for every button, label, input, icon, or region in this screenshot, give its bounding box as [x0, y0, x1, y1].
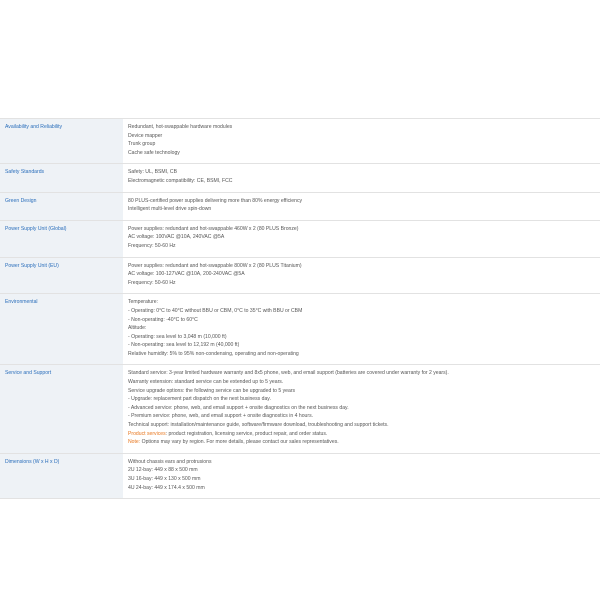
spec-label: Power Supply Unit (Global) — [0, 220, 123, 257]
spec-line: - Upgrade: replacement part dispatch on the next business day. — [128, 396, 271, 403]
spec-row-safety — [0, 164, 600, 192]
spec-line: Standard service: 3-year limited hardware warranty and 8x5 phone, web, and email support (batteries are covered under warranty for 2 years). — [128, 370, 449, 377]
spec-value — [123, 294, 600, 365]
spec-line: - Operating: 0°C to 40°C without BBU or CBM, 0°C to 35°C with BBU or CBM — [128, 307, 303, 314]
note-label: Note: — [128, 439, 141, 446]
spec-line: 4U 24-bay: 449 x 174.4 x 500 mm — [128, 484, 205, 491]
product-services-line — [128, 430, 596, 439]
spec-line: Power supplies: redundant and hot-swappable 800W x 2 (80 PLUS Titanium) — [128, 262, 302, 269]
spec-line: - Non-operating: -40°C to 60°C — [128, 316, 198, 323]
spec-value — [123, 220, 600, 257]
spec-line: Electromagnetic compatibility: CE, BSMI, FCC — [128, 177, 233, 184]
spec-row-availability — [0, 119, 600, 164]
spec-row-environmental — [0, 294, 600, 365]
note-line — [128, 438, 596, 447]
spec-value — [123, 365, 600, 453]
spec-row-green-design — [0, 192, 600, 220]
spec-line: Relative humidity: 5% to 95% non-condensing, operating and non-operating — [128, 350, 299, 357]
spec-label: Dimensions (W x H x D) — [0, 453, 123, 498]
spec-value — [123, 453, 600, 498]
product-services-text: : product registration, licensing service, product repair, and order status. — [165, 430, 328, 437]
spec-row-service-support — [0, 365, 600, 453]
spec-line: Device mapper — [128, 132, 163, 139]
spec-line: - Non-operating: sea level to 12,192 m (40,000 ft) — [128, 342, 240, 349]
spec-value — [123, 192, 600, 220]
spec-label: Green Design — [0, 192, 123, 220]
spec-line: - Operating: sea level to 3,048 m (10,000 ft) — [128, 333, 227, 340]
spec-row-psu-eu — [0, 257, 600, 294]
spec-row-psu-global — [0, 220, 600, 257]
spec-line: 80 PLUS-certified power supplies delivering more than 80% energy efficiency — [128, 197, 303, 204]
spec-line: 2U 12-bay: 449 x 88 x 500 mm — [128, 467, 198, 474]
spec-label: Power Supply Unit (EU) — [0, 257, 123, 294]
spec-line: Redundant, hot-swappable hardware modules — [128, 124, 233, 130]
spec-value — [123, 119, 600, 164]
spec-line: AC voltage: 100-127VAC @10A, 200-240VAC @5A — [128, 271, 245, 278]
spec-line: Cache safe technology — [128, 149, 180, 156]
spec-line: Intelligent multi-level drive spin-down — [128, 206, 212, 213]
spec-line: Service upgrade options: the following service can be upgraded to 5 years — [128, 387, 296, 394]
note-text: Options may vary by region. For more details, please contact our sales representatives. — [140, 439, 339, 446]
spec-line: Safety: UL, BSMI, CB — [128, 169, 177, 176]
spec-line: AC voltage: 100VAC @10A, 240VAC @5A — [128, 234, 225, 241]
spec-line: - Advanced service: phone, web, and email support + onsite diagnostics on the next business day. — [128, 404, 349, 411]
spec-row-dimensions — [0, 453, 600, 498]
specifications-table — [0, 118, 600, 499]
spec-line: - Premium service: phone, web, and email support + onsite diagnostics in 4 hours. — [128, 413, 314, 420]
spec-line: Trunk group — [128, 141, 156, 148]
spec-line: Without chassis ears and protrusions — [128, 458, 212, 465]
spec-line: Frequency: 50-60 Hz — [128, 279, 176, 286]
spec-value — [123, 164, 600, 192]
spec-line: Altitude: — [128, 325, 147, 332]
spec-value — [123, 257, 600, 294]
spec-line: 3U 16-bay: 449 x 130 x 500 mm — [128, 476, 201, 482]
spec-line: Power supplies: redundant and hot-swappable 460W x 2 (80 PLUS Bronze) — [128, 225, 299, 232]
spec-label: Safety Standards — [0, 164, 123, 192]
product-services-link[interactable]: Product services — [128, 430, 166, 437]
spec-label: Availability and Reliability — [0, 119, 123, 164]
spec-line: Temperature: — [128, 299, 159, 306]
spec-line: Warranty extension: standard service can be extended up to 5 years. — [128, 379, 284, 386]
spec-line: Frequency: 50-60 Hz — [128, 242, 176, 249]
spec-line: Technical support: installation/maintenance guide, software/firmware download, troubleshooting and support tickets. — [128, 422, 389, 429]
spec-label: Service and Support — [0, 365, 123, 453]
spec-label: Environmental — [0, 294, 123, 365]
